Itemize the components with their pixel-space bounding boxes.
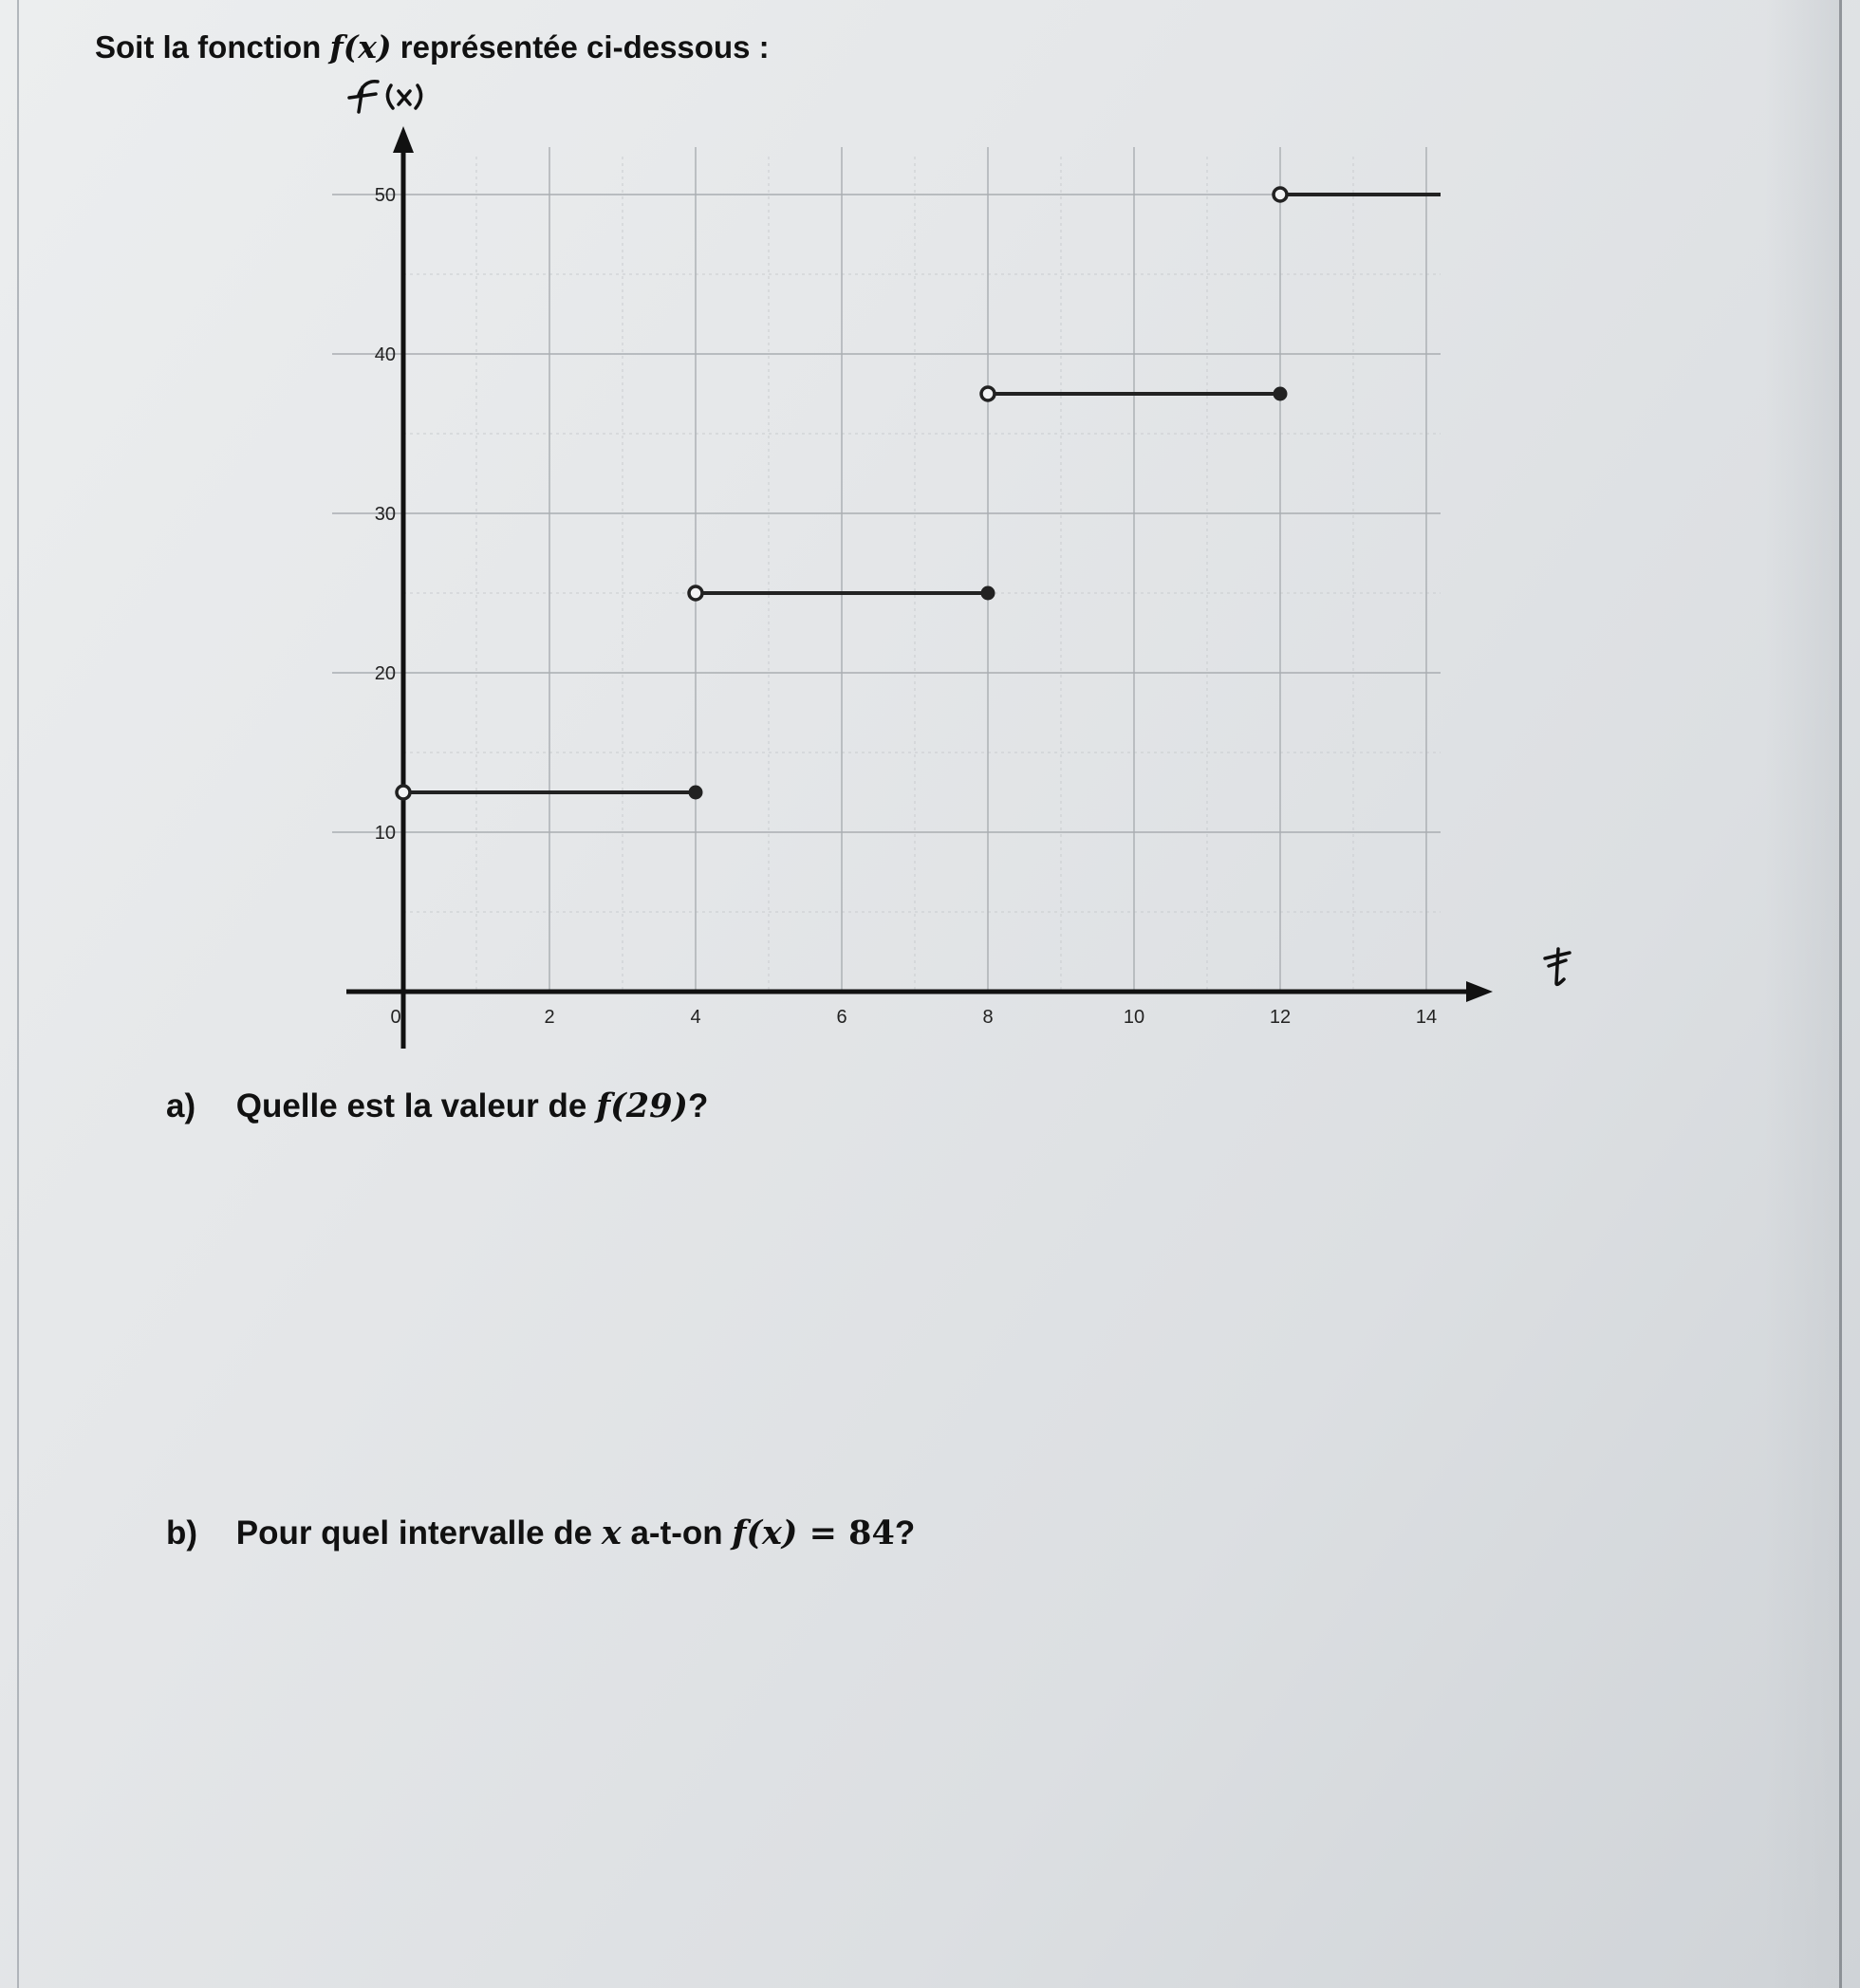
x-tick-label: 6 bbox=[836, 1007, 847, 1028]
heading-function: f(x) bbox=[329, 28, 392, 65]
question-a bbox=[166, 1087, 708, 1125]
question-b-text-b: a-t-on bbox=[630, 1514, 723, 1551]
segment-start-point-open bbox=[689, 586, 702, 600]
x-tick-label: 2 bbox=[544, 1007, 555, 1028]
segment-start-point-open bbox=[397, 786, 410, 799]
y-tick-label: 30 bbox=[374, 504, 396, 525]
segment-end-point-closed bbox=[689, 786, 703, 800]
x-tick-label: 8 bbox=[982, 1007, 994, 1028]
minor-grid bbox=[403, 157, 1441, 992]
y-tick-label: 20 bbox=[374, 663, 396, 684]
handwritten-labels bbox=[349, 82, 1570, 985]
handwritten-y-label bbox=[349, 82, 421, 112]
x-tick-label: 14 bbox=[1415, 1007, 1438, 1028]
question-b-tail: ? bbox=[894, 1514, 916, 1551]
y-tick-label: 50 bbox=[374, 185, 396, 206]
question-b-label: b) bbox=[166, 1514, 198, 1551]
heading-suffix: représentée ci-dessous : bbox=[400, 29, 770, 65]
y-tick-label: 40 bbox=[374, 344, 396, 365]
question-a-tail: ? bbox=[687, 1087, 709, 1124]
question-b-expr: f(x) bbox=[732, 1514, 798, 1552]
x-tick-label: 12 bbox=[1269, 1007, 1292, 1028]
question-a-label: a) bbox=[166, 1087, 196, 1124]
segment-start-point-open bbox=[1274, 188, 1287, 201]
question-b-eq: = 84 bbox=[797, 1514, 895, 1552]
segment-end-point-closed bbox=[1274, 387, 1288, 401]
question-a-expr: f(29) bbox=[596, 1087, 688, 1125]
step-segments bbox=[397, 188, 1441, 800]
y-tick-label: 10 bbox=[374, 823, 396, 844]
segment-end-point-closed bbox=[981, 586, 995, 601]
x-axis-arrowhead bbox=[1466, 981, 1493, 1002]
heading-prefix: Soit la fonction bbox=[95, 29, 322, 65]
question-b-text-a: Pour quel intervalle de bbox=[235, 1514, 593, 1551]
y-axis-arrowhead bbox=[393, 126, 414, 153]
question-b bbox=[166, 1514, 915, 1552]
handwritten-x-label bbox=[1545, 949, 1570, 984]
axes bbox=[346, 126, 1493, 1049]
question-b-var: x bbox=[601, 1514, 622, 1552]
x-tick-label: 10 bbox=[1123, 1007, 1145, 1028]
x-tick-label: 4 bbox=[690, 1007, 701, 1028]
x-tick-label: 0 bbox=[390, 1007, 401, 1028]
tick-labels bbox=[375, 185, 1437, 1028]
question-a-text: Quelle est la valeur de bbox=[235, 1087, 587, 1124]
segment-start-point-open bbox=[981, 387, 995, 400]
